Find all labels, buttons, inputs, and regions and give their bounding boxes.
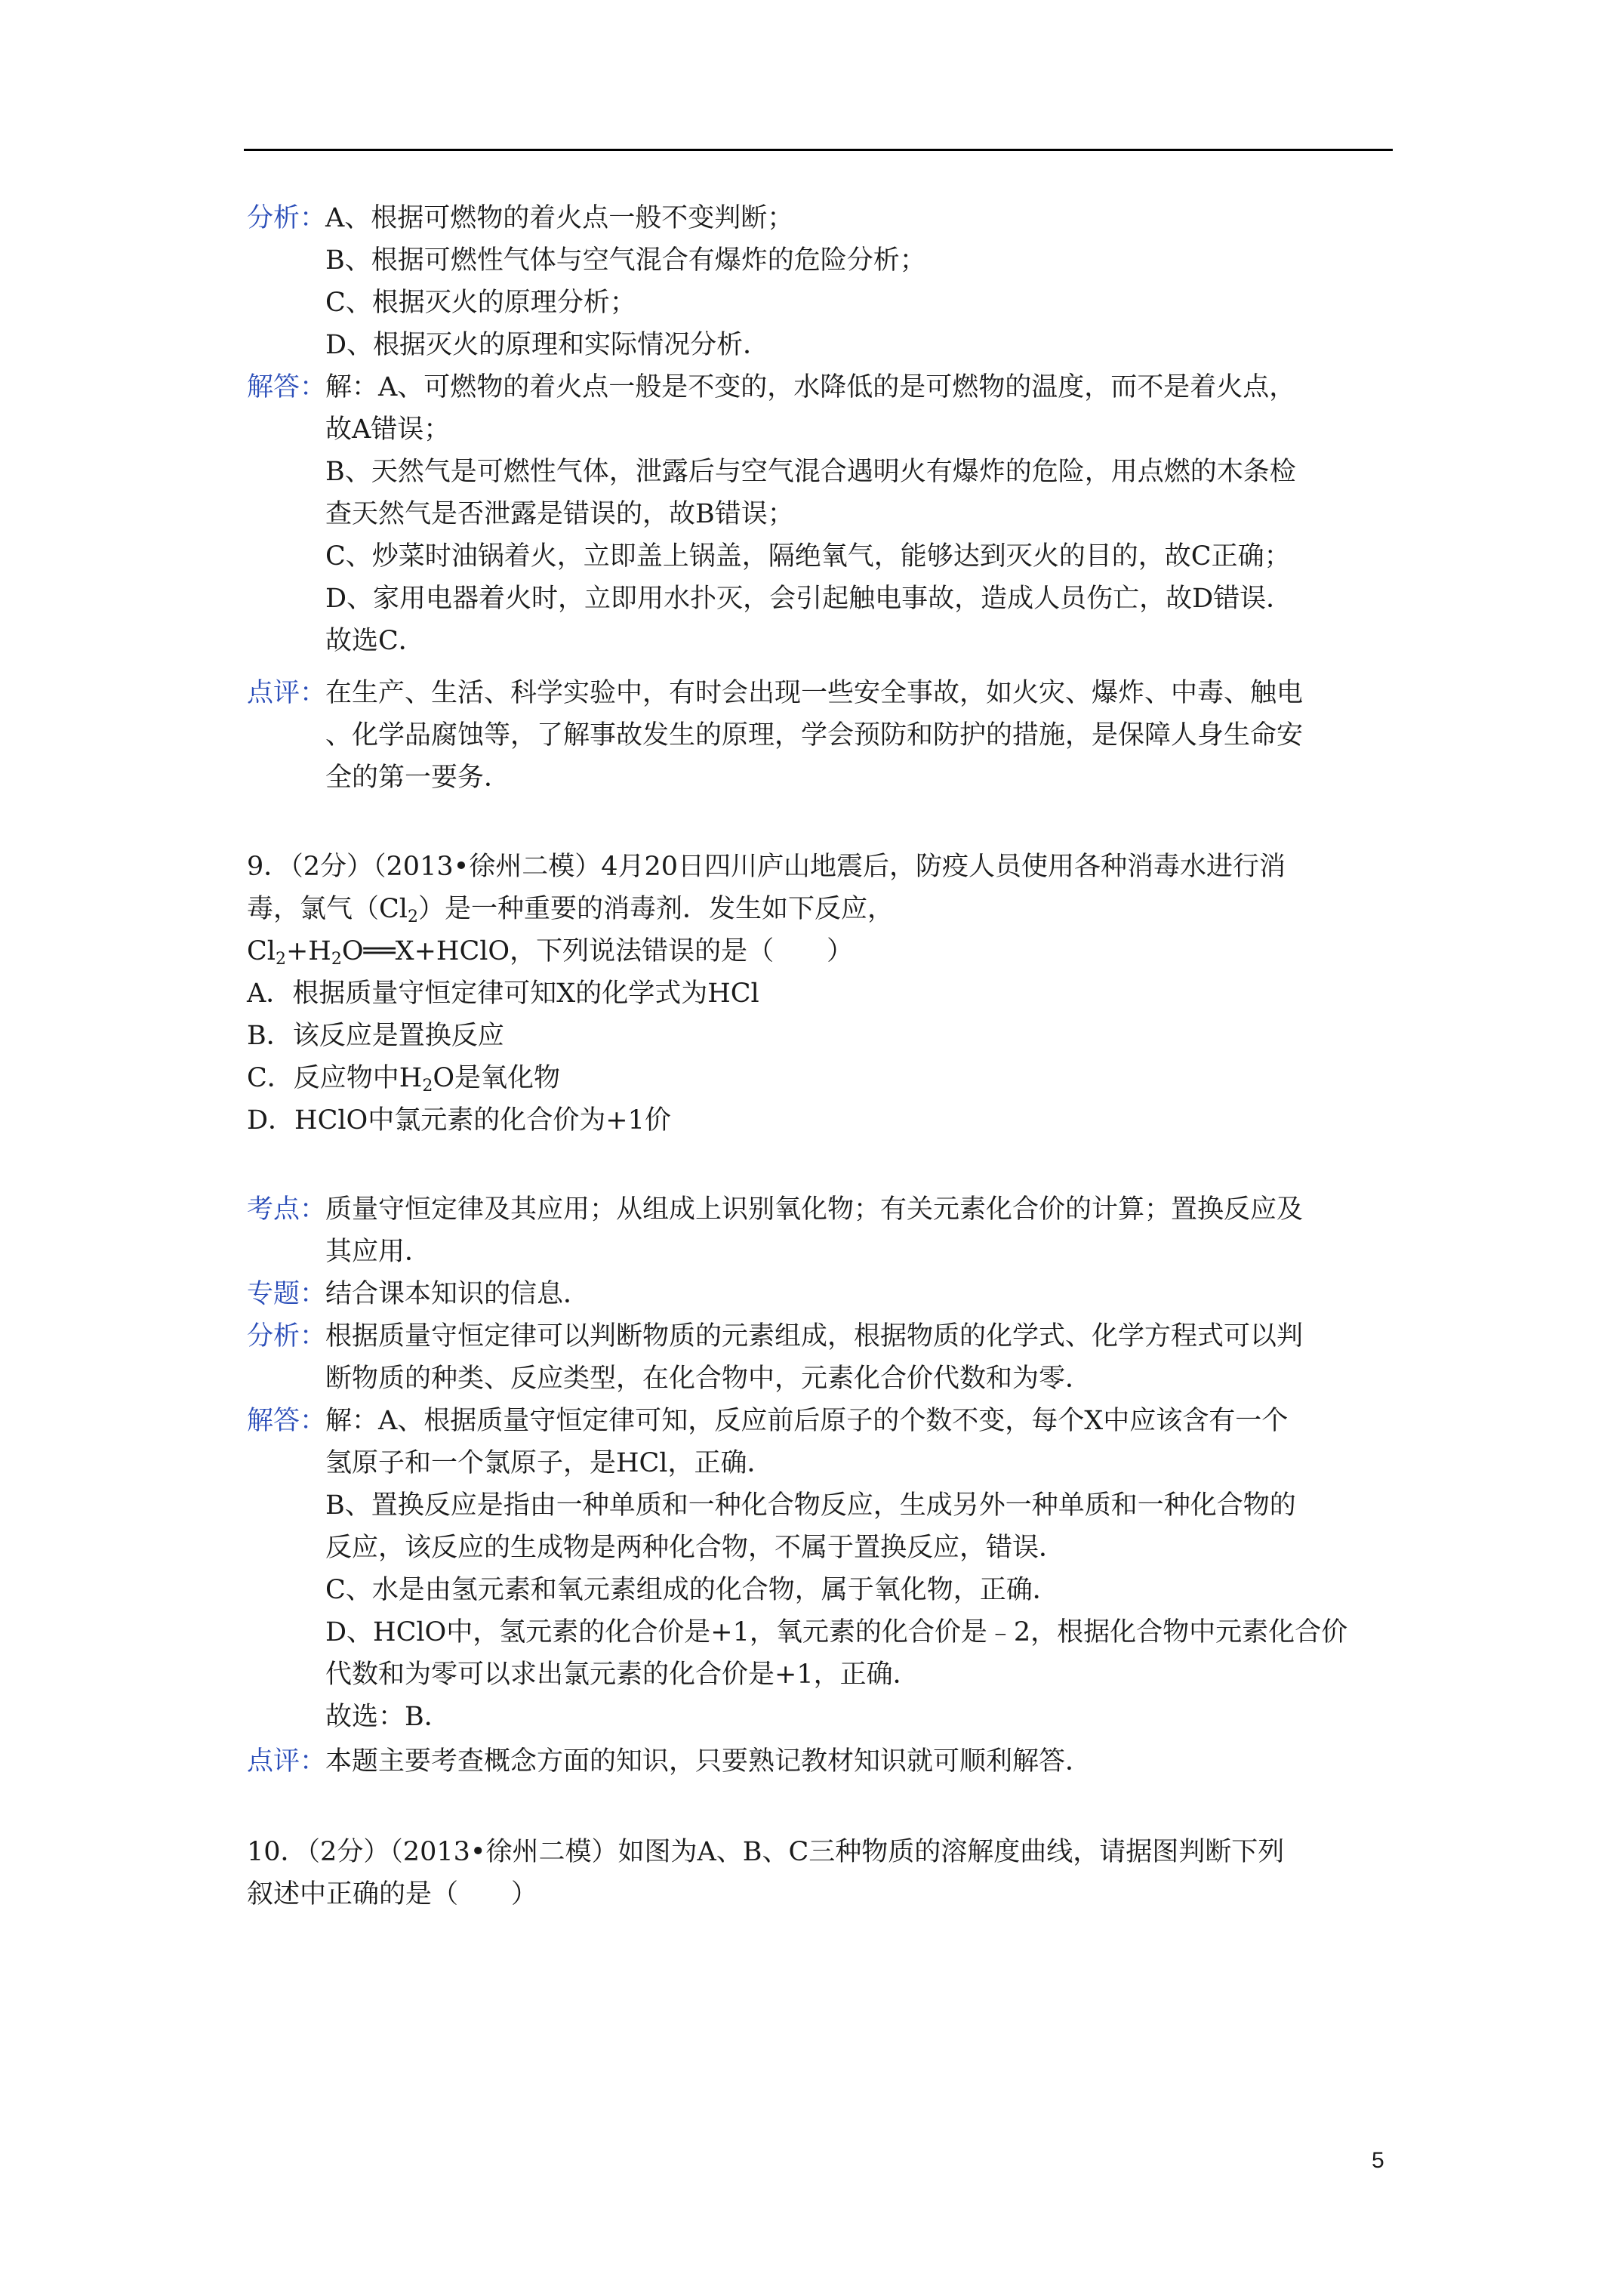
text-line: 质量守恒定律及其应用；从组成上识别氧化物；有关元素化合价的计算；置换反应及 xyxy=(325,1194,1304,1225)
text-line: 故选C． xyxy=(325,626,425,656)
question-stem-line xyxy=(247,888,1402,930)
text-line: 根据质量守恒定律可以判断物质的元素组成，根据物质的化学式、化学方程式可以判 xyxy=(325,1321,1304,1351)
zhuanti-label: 专题： xyxy=(247,1279,327,1309)
stem-text: 毒，氯气（Cl xyxy=(247,894,408,924)
text-line: B、天然气是可燃性气体，泄露后与空气混合遇明火有爆炸的危险，用点燃的木条检 xyxy=(325,457,1296,487)
option-a: A．根据质量守恒定律可知X的化学式为HCl xyxy=(247,978,759,1009)
question-stem-line: 叙述中正确的是（ ） xyxy=(247,1879,538,1909)
answer-label: 解答： xyxy=(247,1406,327,1436)
text-line: 故A错误； xyxy=(325,415,451,445)
text-line: C、根据灭火的原理分析； xyxy=(325,288,636,318)
text-line: D、HClO中，氢元素的化合价是+1，氧元素的化合价是﹣2，根据化合物中元素化合价 xyxy=(325,1617,1348,1647)
text-line: A、根据可燃物的着火点一般不变判断； xyxy=(325,203,794,233)
subscript: 2 xyxy=(331,950,342,969)
subscript: 2 xyxy=(275,950,286,969)
answer-label: 解答： xyxy=(247,372,327,402)
header-rule xyxy=(244,149,1393,151)
comment-label: 点评： xyxy=(247,1746,327,1777)
q8-analysis xyxy=(247,197,1402,366)
option-b: B．该反应是置换反应 xyxy=(247,1021,504,1051)
text-line: 氢原子和一个氯原子，是HCl，正确． xyxy=(325,1448,774,1478)
stem-text: +H xyxy=(285,936,331,966)
q9-question xyxy=(247,846,1402,1142)
text-line: B、置换反应是指由一种单质和一种化合物反应，生成另外一种单质和一种化合物的 xyxy=(325,1490,1296,1521)
q9-analysis xyxy=(247,1315,1402,1400)
question-stem-line: 10．（2分）（2013•徐州二模）如图为A、B、C三种物质的溶解度曲线，请据图判断下列 xyxy=(247,1837,1285,1867)
text-line: C、水是由氢元素和氧元素组成的化合物，属于氧化物，正确． xyxy=(325,1575,1059,1605)
text-line: 解：A、根据质量守恒定律可知，反应前后原子的个数不变，每个X中应该含有一个 xyxy=(325,1406,1289,1436)
stem-text: O══X+HClO，下列说法错误的是（ ） xyxy=(341,936,854,966)
option-c xyxy=(247,1057,1402,1099)
q9-answer xyxy=(247,1400,1402,1738)
q9-zhuanti xyxy=(247,1273,1402,1315)
option-text: O是氧化物 xyxy=(433,1063,561,1093)
text-line: 断物质的种类、反应类型，在化合物中，元素化合价代数和为零． xyxy=(325,1364,1092,1394)
text-line: B、根据可燃性气体与空气混合有爆炸的危险分析； xyxy=(325,245,926,276)
text-line: D、根据灭火的原理和实际情况分析． xyxy=(325,330,770,360)
comment-label: 点评： xyxy=(247,678,327,708)
text-line: D、家用电器着火时，立即用水扑灭，会引起触电事故，造成人员伤亡，故D错误． xyxy=(325,584,1293,614)
text-line: 在生产、生活、科学实验中，有时会出现一些安全事故，如火灾、爆炸、中毒、触电 xyxy=(325,678,1304,708)
reaction-equation xyxy=(247,930,1402,972)
q8-answer xyxy=(247,366,1402,662)
option-text: C．反应物中H xyxy=(247,1063,423,1093)
text-line: 故选：B． xyxy=(325,1702,451,1732)
subscript: 2 xyxy=(407,908,418,926)
kaodian-label: 考点： xyxy=(247,1194,327,1225)
question-stem-line: 9．（2分）（2013•徐州二模）4月20日四川庐山地震后，防疫人员使用各种消毒水进行消 xyxy=(247,852,1286,882)
text-line: 、化学品腐蚀等，了解事故发生的原理，学会预防和防护的措施，是保障人身生命安 xyxy=(325,720,1304,750)
text-line: 结合课本知识的信息． xyxy=(325,1279,590,1309)
analysis-label: 分析： xyxy=(247,1321,327,1351)
q9-kaodian xyxy=(247,1188,1402,1273)
q8-comment xyxy=(247,672,1402,799)
text-line: 解：A、可燃物的着火点一般是不变的，水降低的是可燃物的温度，而不是着火点， xyxy=(325,372,1296,402)
subscript: 2 xyxy=(422,1077,433,1096)
text-line: 本题主要考查概念方面的知识，只要熟记教材知识就可顺利解答． xyxy=(325,1746,1092,1777)
analysis-label: 分析： xyxy=(247,203,327,233)
text-line: 代数和为零可以求出氯元素的化合价是+1，正确． xyxy=(325,1660,919,1690)
option-d: D．HClO中氯元素的化合价为+1价 xyxy=(247,1105,671,1136)
stem-text: Cl xyxy=(247,936,276,966)
stem-text: ）是一种重要的消毒剂．发生如下反应， xyxy=(417,894,894,924)
text-line: C、炒菜时油锅着火，立即盖上锅盖，隔绝氧气，能够达到灭火的目的，故C正确； xyxy=(325,541,1291,572)
text-line: 查天然气是否泄露是错误的，故B错误； xyxy=(325,499,794,529)
q9-comment xyxy=(247,1740,1402,1783)
text-line: 其应用． xyxy=(325,1237,432,1267)
q10-question xyxy=(247,1831,1402,1915)
text-line: 全的第一要务． xyxy=(325,763,511,793)
page-number: 5 xyxy=(1372,2148,1384,2173)
text-line: 反应，该反应的生成物是两种化合物，不属于置换反应，错误． xyxy=(325,1533,1066,1563)
